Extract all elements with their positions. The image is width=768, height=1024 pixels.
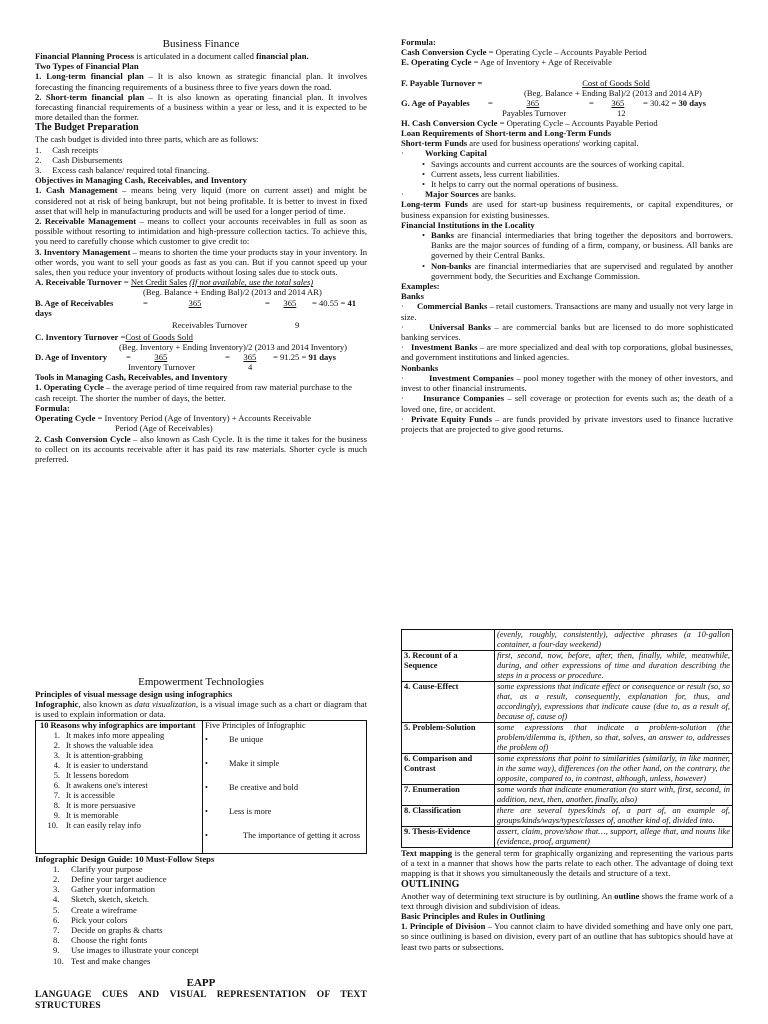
structure-row	[402, 785, 733, 806]
investment-companies: · Investment Companies – pool money together with the money of other investors, and invest to other financial instruments.	[401, 373, 733, 393]
infographic-def: Infographic, also known as data visualization, is a visual image such as a chart or diagram that is used to explain information or data.	[35, 699, 367, 720]
structure-row	[402, 827, 733, 848]
step-item: 10. Test and make changes	[53, 955, 151, 966]
nonbanks-label: Nonbanks	[401, 362, 439, 373]
wc-item: • Current assets, less current liabilities.	[417, 169, 733, 179]
reason-item: 4. It is easier to understand	[53, 760, 148, 770]
wc-item: • It helps to carry out the normal operations of business.	[417, 179, 733, 189]
eapp-title: EAPP	[186, 976, 216, 989]
structure-cues: first, second, now, before, after, then, finally, while, meanwhile, during, and other expressions of time and duration describing the steps in a process or procedure.	[495, 651, 733, 682]
age-of-payables: G. Age of Payables = 365 = 365 = 30.42 = 30 days	[401, 97, 706, 108]
eapp-heading: LANGUAGE CUES AND VISUAL REPRESENTATION OF TEXT STRUCTURES	[35, 989, 367, 1011]
step-item: 4. Sketch, sketch, sketch.	[53, 894, 150, 905]
reason-item: 10. It can easily relay info	[47, 820, 141, 830]
age-of-receivables-den: Receivables Turnover 9	[172, 319, 300, 330]
banks-label: Banks	[401, 291, 424, 302]
step-item: 5. Create a wireframe	[53, 904, 137, 915]
guide-heading: Infographic Design Guide: 10 Must-Follow Steps	[35, 853, 215, 864]
payable-turnover-den: (Beg. Balance + Ending Bal)/2 (2013 and 2014 AP)	[524, 87, 702, 98]
age-of-inventory-den: Inventory Turnover 4	[128, 362, 253, 373]
structure-cues: some words that indicate enumeration (to start with, first, second, in addition, next, then, another, finally, also)	[495, 785, 733, 806]
short-term-funds: Short-term Funds are used for business operations' working capital.	[401, 138, 639, 149]
ccc-formula: Cash Conversion Cycle = Operating Cycle – Accounts Payable Period	[401, 47, 647, 58]
principle-item: • The importance of getting it across	[205, 830, 360, 840]
insurance-companies: · Insurance Companies – sell coverage or protection for events such as; the death of a loved one, fire, or accident.	[401, 393, 733, 413]
budget-item: 1. Cash receipts	[35, 144, 99, 155]
cash-conversion-h: H. Cash Conversion Cycle = Operating Cycle – Accounts Payable Period	[401, 117, 658, 128]
structure-label: 3. Recount of a Sequence	[402, 651, 495, 682]
types-heading: Two Types of Financial Plan	[35, 61, 139, 72]
operating-cycle-formula-2: Period (Age of Receivables)	[115, 423, 213, 434]
budget-heading: The Budget Preparation	[35, 122, 139, 134]
nonbanks-item: • Non-banks are financial intermediaries that are supervised and regulated by another government body, the Securities and Exchange Commission.	[417, 261, 733, 281]
structure-cues: some expressions that indicate effect or consequence or result (so, so that, as a result, consequently, explanation for, thus, and accordingly), expressions that indicate cause (due to, as a result of, because of, cause of)	[495, 682, 733, 723]
structure-row	[402, 723, 733, 754]
formula-label: Formula:	[401, 37, 436, 47]
structure-cues: (evenly, roughly, consistently), adjective phrases (a 10-gallon container, a four-day weekend)	[495, 630, 733, 651]
reason-item: 2. It shows the valuable idea	[53, 740, 153, 750]
structure-row	[402, 651, 733, 682]
structure-label: 8. Classification	[402, 806, 495, 827]
outlining-text: Another way of determining text structure is by outlining. An outline shows the frame work of a text through division and subdivision of ideas.	[401, 890, 734, 911]
short-term-plan: 2. Short-term financial plan – It is also known as operating financial plan. It involves forecasting financial requirements of a business within a year or less, and it is expected to be more detailed than the former.	[35, 91, 368, 123]
structure-label: 7. Enumeration	[402, 785, 495, 806]
principle-item: • Less is more	[205, 806, 272, 816]
examples-label: Examples:	[401, 281, 440, 292]
tools-heading: Tools in Managing Cash, Receivables, and Inventory	[35, 372, 228, 383]
text-structures-column	[401, 629, 733, 952]
step-item: 6. Pick your colors	[53, 914, 128, 925]
business-finance-column	[35, 37, 367, 464]
structure-row	[402, 806, 733, 827]
principle-item: • Be unique	[205, 734, 264, 744]
loan-heading: Loan Requirements of Short-term and Long-Term Funds	[401, 128, 612, 139]
investment-banks: · Investment Banks – are more specialized and deal with top corporations, global businesses, and government institutions and linked agencies.	[401, 342, 733, 362]
step-item: 8. Choose the right fonts	[53, 935, 148, 946]
structure-row	[402, 682, 733, 723]
budget-intro: The cash budget is divided into three parts, which are as follows:	[35, 134, 259, 145]
text-mapping: Text mapping is the general term for graphically organizing and representing the various parts of a text in a manner that shows how the parts relate to each other. The advantage of doing text mapping is that it shows you simultaneously the details and structure of a text.	[401, 848, 734, 879]
cash-management: 1. Cash Management – means being very liquid (more on current asset) and might be considered not at risk of being bankrupt, but not being profitable. It is better to invest in fixed asset that will help in manufacturing products and will be used for a longer period of time.	[35, 185, 367, 216]
receivable-turnover: A. Receivable Turnover = Net Credit Sales (If not available, use the total sales)	[35, 277, 314, 288]
payable-turnover: F. Payable Turnover = Cost of Goods Sold	[401, 77, 650, 88]
formula-label: Formula:	[35, 402, 70, 413]
age-of-inventory: D. Age of Inventory = 365 = 365 = 91.25 = 91 days	[35, 352, 336, 363]
reasons-list	[40, 731, 200, 831]
cash-conversion-cycle: 2. Cash Conversion Cycle – also known as Cash Cycle. It is the time it takes for the business to collect on its accounts receivable after it has paid its raw materials. Shorter cycle is much preferred.	[35, 433, 367, 464]
reason-item: 6. It awakens one's interest	[53, 780, 148, 790]
reason-item: 8. It is more persuasive	[53, 800, 136, 810]
text-structures-table	[401, 629, 733, 848]
basic-principles-heading: Basic Principles and Rules in Outlining	[401, 911, 545, 922]
objectives-heading: Objectives in Managing Cash, Receivables, and Inventory	[35, 175, 247, 186]
structure-label: 4. Cause-Effect	[402, 682, 495, 723]
long-term-funds: Long-term Funds are used for start-up business requirements, or capital expenditures, or business expansion for existing businesses.	[401, 199, 733, 220]
empowerment-title: Empowerment Technologies	[138, 676, 264, 688]
business-finance-title: Business Finance	[162, 38, 240, 50]
inventory-turnover-den: (Beg. Inventory + Ending Inventory)/2 (2013 and 2014 Inventory)	[119, 342, 347, 353]
banks-item: • Banks are financial intermediaries that bring together the depositors and borrowers. Banks are the major sources of funding of a firm, company, or business. All banks are governed by their Central Banks.	[417, 230, 733, 261]
long-term-plan: 1. Long-term financial plan – It is also known as strategic financial plan. It involves forecasting the financing requirements of a business three to five years down the road.	[35, 71, 368, 92]
finance-continued-column	[401, 37, 733, 434]
age-of-payables-den: Payables Turnover 12	[502, 107, 626, 118]
structure-cues: there are several types/kinds of, a part of, an example of, groups/kinds/ways/types/classes of, another kind of, divided into.	[495, 806, 733, 827]
fin-institutions-heading: Financial Institutions in the Locality	[401, 219, 535, 230]
structure-cues: some expressions that indicate a problem-solution (the problem/dilemma is, if/then, so that, solves, an answer to, addresses the problem of)	[495, 723, 733, 754]
receivable-management: 2. Receivable Management – means to collect your accounts receivables in full as soon as possible without resorting to intimidation and high-pressure collection tactics. To achieve this, you need to carefully choose which customer to give credit to:	[35, 216, 367, 247]
outlining-heading: OUTLINING	[401, 878, 460, 890]
structure-label: 9. Thesis-Evidence	[402, 827, 495, 848]
principle-item: • Make it simple	[205, 758, 280, 768]
step-item: 2. Define your target audience	[53, 874, 167, 885]
budget-item: 3. Excess cash balance/ required total financing.	[35, 165, 210, 176]
age-of-receivables-days: days	[35, 307, 52, 318]
operating-cycle: 1. Operating Cycle – the average period of time required from raw material purchase to the cash receipt. The shorter the number of days, the better.	[35, 382, 352, 403]
inventory-turnover: C. Inventory Turnover =Cost of Goods Sold	[35, 331, 193, 342]
step-item: 7. Decide on graphs & charts	[53, 925, 163, 936]
universal-banks: · Universal Banks – are commercial banks but are licensed to do more sophisticated banking services.	[401, 322, 733, 342]
budget-item: 2. Cash Disbursements	[35, 154, 123, 165]
structure-label: 5. Problem-Solution	[402, 723, 495, 754]
structure-label	[402, 630, 495, 651]
principles-heading: Principles of visual message design using infographics	[35, 689, 233, 699]
structure-row	[402, 754, 733, 785]
structure-cues: assert, claim, prove/show that…, support, allege that, and nouns like (evidence, proof, argument)	[495, 827, 733, 848]
reason-item: 7. It is accessible	[53, 790, 115, 800]
principle-item: • Be creative and bold	[205, 782, 299, 792]
private-equity: · Private Equity Funds – are funds provided by private investors used to finance lucrative projects that are projected to give good returns.	[401, 414, 733, 434]
operating-cycle-e: E. Operating Cycle = Age of Inventory + Age of Receivable	[401, 57, 612, 68]
commercial-banks: · Commercial Banks – retail customers. Transactions are many and usually not very large in size.	[401, 301, 733, 321]
empowerment-tech-column	[35, 675, 367, 1011]
inventory-management: 3. Inventory Management – means to shorten the time your products stay in your inventory. In other words, you want to sell your goods as fast as you can. But if you cannot speed up your sales, then you reduce your inventory of products without losing sales due to stock outs.	[35, 246, 367, 278]
structure-row	[402, 630, 733, 651]
wc-item: • Savings accounts and current accounts are the sources of working capital.	[417, 159, 733, 169]
reason-item: 5. It lessens boredom	[53, 770, 129, 780]
reason-item: 9. It is memorable	[53, 810, 119, 820]
receivable-turnover-den: (Beg. Balance + Ending Bal)/2 (2013 and 2014 AR)	[143, 287, 322, 298]
infographic-table: 10 Reasons why infographics are important 1. It makes info more appealing 2. It shows the valuable idea 3. It is attention-grabbing 4. It is easier to understand 5. It lessens boredom 6. It awakens one's interest 7. It is accessible 8. It is more persuasive 9. It is memorable 10. It can easily relay info Five Principles of Infographic • Be unique • Make it simple • Be creative and bold • Less is more • The importance of getting it across	[35, 720, 367, 854]
principles-list	[205, 731, 364, 853]
structure-label: 6. Comparison and Contrast	[402, 754, 495, 785]
major-sources: · Major Sources are banks.	[401, 189, 733, 199]
age-of-receivables: B. Age of Receivables = 365 = 365 = 40.55 = 41	[35, 297, 357, 308]
step-item: 3. Gather your information	[53, 884, 156, 895]
reason-item: 1. It makes info more appealing	[53, 730, 165, 740]
principle-of-division: 1. Principle of Division – You cannot claim to have divided something and have only one part, so since outlining is based on division, every part of an outline that has subtopics should have at least two parts or subsections.	[401, 921, 733, 952]
reason-item: 3. It is attention-grabbing	[53, 750, 143, 760]
fpp-paragraph: Financial Planning Process is articulated in a document called financial plan.	[35, 51, 309, 61]
steps-list	[35, 864, 367, 966]
working-capital: · Working Capital	[401, 148, 733, 158]
step-item: 1. Clarify your purpose	[53, 863, 143, 874]
operating-cycle-formula: Operating Cycle = Inventory Period (Age of Inventory) + Accounts Receivable	[35, 413, 312, 424]
step-item: 9. Use images to illustrate your concept	[53, 945, 199, 956]
structure-cues: some expressions that point to similarities (similarly, in like manner, in the same way), differences (on the other hand, on the contrary, the opposite, compared to, in contrast, although, unless, however)	[495, 754, 733, 785]
